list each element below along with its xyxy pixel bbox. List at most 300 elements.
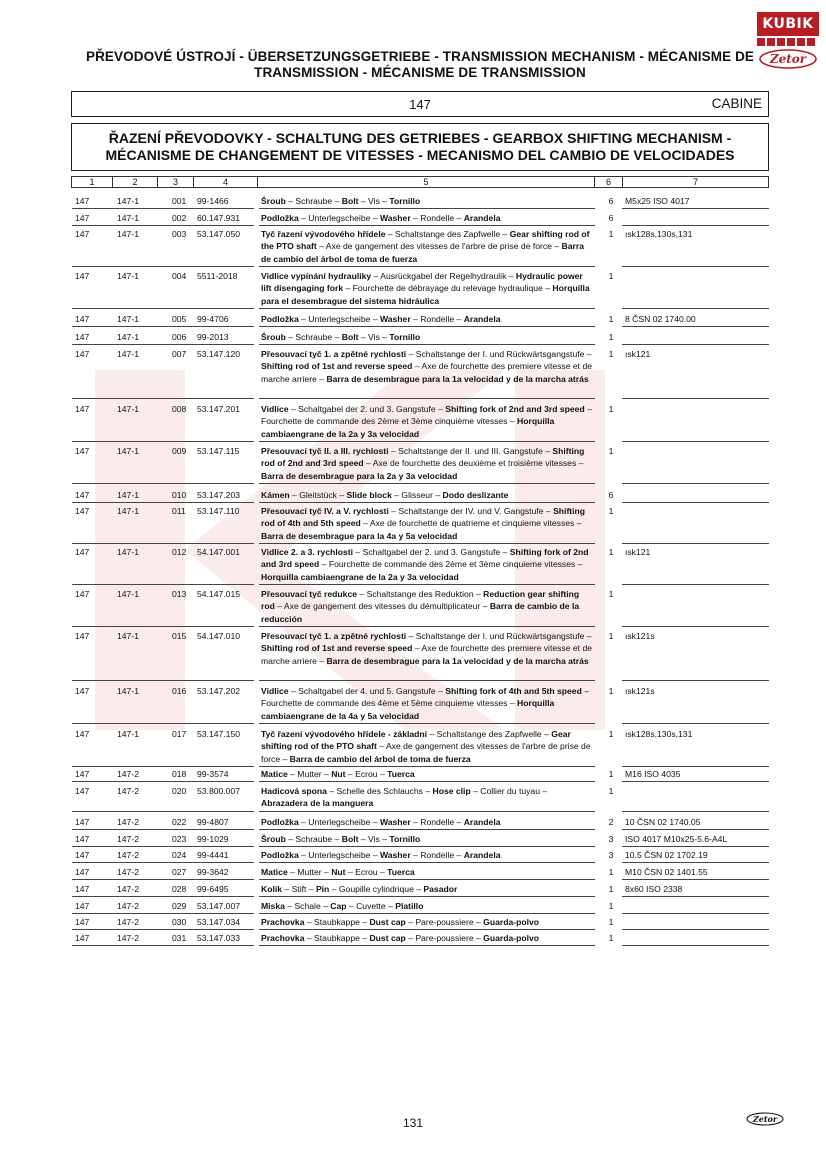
description-cell bbox=[261, 630, 593, 667]
subgroup-cell: 147-1 bbox=[117, 686, 139, 696]
description-text: – Schraube – bbox=[285, 332, 342, 342]
row-rule bbox=[259, 502, 595, 503]
row-rule bbox=[259, 208, 595, 209]
row-rule bbox=[259, 766, 595, 767]
description-bold-text: Gear shifting rod of the PTO shaft bbox=[261, 229, 590, 252]
note-cell: 8x60 ISO 2338 bbox=[625, 884, 683, 894]
row-rule bbox=[72, 929, 254, 930]
description-bold-text: Guarda-polvo bbox=[483, 917, 540, 927]
row-rule bbox=[622, 584, 769, 585]
description-bold-text: Kolík bbox=[261, 884, 283, 894]
description-text: – Unterlegscheibe – bbox=[298, 850, 380, 860]
description-text: – Fourchette de commande des 2ème et 3ème cinquième vitesses – bbox=[261, 404, 592, 427]
description-bold-text: Nut bbox=[331, 867, 346, 877]
row-rule bbox=[622, 266, 769, 267]
part-number-cell: 54.147.001 bbox=[197, 547, 241, 557]
row-rule bbox=[622, 225, 769, 226]
quantity-cell: 1 bbox=[608, 729, 614, 739]
description-text: – Schaltstange der I. und Rückwärtsgangstufe – bbox=[406, 349, 592, 359]
description-bold-text: Šroub bbox=[261, 196, 286, 206]
group-cell: 147 bbox=[75, 332, 90, 342]
row-rule bbox=[622, 680, 769, 681]
description-text: – Schelle des Schlauchs – bbox=[326, 786, 433, 796]
description-text: – Schale – bbox=[284, 901, 331, 911]
row-rule bbox=[72, 766, 254, 767]
group-cell: 147 bbox=[75, 884, 90, 894]
row-rule bbox=[622, 326, 769, 327]
row-rule bbox=[622, 846, 769, 847]
position-cell: 024 bbox=[172, 850, 187, 860]
description-bold-text: Barra de desembrague para la 2a y 3a velocidad bbox=[261, 470, 458, 481]
description-bold-text: Dust cap bbox=[369, 917, 406, 927]
row-rule bbox=[622, 502, 769, 503]
note-cell: ısk128s,130s,131 bbox=[625, 729, 693, 739]
position-cell: 020 bbox=[172, 786, 187, 796]
position-cell: 017 bbox=[172, 729, 187, 739]
part-number-cell: 99-3642 bbox=[197, 867, 229, 877]
description-cell bbox=[261, 348, 593, 385]
table-row bbox=[72, 313, 769, 327]
description-bold-text: Pasador bbox=[423, 884, 458, 894]
description-bold-text: Barra de cambio del árbol de toma de fuerza bbox=[289, 753, 471, 764]
description-bold-text: Prachovka bbox=[261, 933, 305, 943]
position-cell: 013 bbox=[172, 589, 187, 599]
description-bold-text: Reduction gear shifting rod bbox=[261, 589, 580, 612]
quantity-cell: 1 bbox=[608, 901, 614, 911]
position-cell: 001 bbox=[172, 196, 187, 206]
quantity-cell: 1 bbox=[608, 867, 614, 877]
description-cell bbox=[261, 833, 593, 845]
row-rule bbox=[72, 913, 254, 914]
description-text: – Goupille cylindrique – bbox=[329, 884, 424, 894]
part-number-cell: 53.147.110 bbox=[197, 506, 240, 516]
description-text: – Schraube – bbox=[285, 196, 342, 206]
zetor-logo-text: Zetor bbox=[769, 52, 807, 66]
description-bold-text: Guarda-polvo bbox=[483, 933, 540, 943]
subgroup-cell: 147-1 bbox=[117, 547, 139, 557]
row-rule bbox=[259, 896, 595, 897]
description-bold-text: Přesouvací tyč 1. a zpětné rychlosti bbox=[261, 631, 407, 641]
column-header-5: 5 bbox=[258, 176, 595, 188]
row-rule bbox=[72, 208, 254, 209]
row-rule bbox=[259, 879, 595, 880]
part-number-cell: 99-4706 bbox=[197, 314, 229, 324]
description-bold-text: Shifting rod of 4th and 5th speed bbox=[261, 506, 586, 529]
description-bold-text: Matice bbox=[261, 769, 288, 779]
subgroup-cell: 147-1 bbox=[117, 729, 139, 739]
row-rule bbox=[259, 584, 595, 585]
description-cell bbox=[261, 816, 593, 828]
description-text: – Rondelle – bbox=[410, 817, 464, 827]
description-cell bbox=[261, 403, 593, 440]
description-text: – Staubkappe – bbox=[304, 933, 370, 943]
description-cell bbox=[261, 331, 593, 343]
description-text: – Mutter – bbox=[287, 867, 332, 877]
description-bold-text: Washer bbox=[379, 850, 411, 860]
group-cell: 147 bbox=[75, 834, 90, 844]
quantity-cell: 1 bbox=[608, 404, 614, 414]
group-cell: 147 bbox=[75, 547, 90, 557]
quantity-cell: 6 bbox=[608, 196, 614, 206]
description-bold-text: Šroub bbox=[261, 332, 286, 342]
table-row bbox=[72, 212, 769, 226]
row-rule bbox=[72, 945, 254, 946]
group-cell: 147 bbox=[75, 490, 90, 500]
description-text: – Schaltstange der I. und Rückwärtsgangstufe – bbox=[406, 631, 592, 641]
description-text: – Schaltstange der II. und III. Gangstufe – bbox=[388, 446, 553, 456]
row-rule bbox=[72, 225, 254, 226]
part-number-cell: 5511-2018 bbox=[197, 271, 238, 281]
group-cell: 147 bbox=[75, 917, 90, 927]
part-number-cell: 99-2013 bbox=[197, 332, 229, 342]
section-number: 147 bbox=[409, 97, 431, 112]
section-header bbox=[71, 91, 769, 117]
description-bold-text: Tornillo bbox=[389, 834, 421, 844]
subgroup-cell: 147-2 bbox=[117, 817, 139, 827]
subgroup-cell: 147-2 bbox=[117, 769, 139, 779]
table-row bbox=[72, 816, 769, 830]
row-rule bbox=[72, 846, 254, 847]
subgroup-cell: 147-1 bbox=[117, 271, 139, 281]
row-rule bbox=[259, 680, 595, 681]
subgroup-cell: 147-2 bbox=[117, 786, 139, 796]
description-bold-text: Shifting fork of 4th and 5th speed bbox=[445, 686, 582, 696]
description-text: – Staubkappe – bbox=[304, 917, 370, 927]
note-cell: ISO 4017 M10x25-5.6-A4L bbox=[625, 834, 728, 844]
table-row bbox=[72, 403, 769, 442]
group-cell: 147 bbox=[75, 729, 90, 739]
table-row bbox=[72, 685, 769, 724]
row-rule bbox=[72, 543, 254, 544]
description-bold-text: Barra de cambio de la reducción bbox=[261, 601, 580, 624]
position-cell: 007 bbox=[172, 349, 187, 359]
table-row bbox=[72, 331, 769, 345]
description-text: – Schaltgabel der 4. und 5. Gangstufe – bbox=[288, 686, 446, 696]
part-number-cell: 53.147.033 bbox=[197, 933, 241, 943]
table-row bbox=[72, 445, 769, 484]
subgroup-cell: 147-1 bbox=[117, 446, 139, 456]
description-bold-text: Shifting fork of 2nd and 3rd speed bbox=[261, 547, 589, 570]
description-text: – Fourchette de commande des 4ème et 5ème cinquieme vitesses – bbox=[261, 686, 590, 709]
description-bold-text: Horquilla cambiaengrane de la 2a y 3a velocidad bbox=[261, 416, 555, 439]
row-rule bbox=[259, 829, 595, 830]
table-row bbox=[72, 833, 769, 847]
position-cell: 012 bbox=[172, 547, 187, 557]
description-bold-text: Barra de desembrague para la 4a y 5a velocidad bbox=[261, 530, 458, 541]
subgroup-cell: 147-2 bbox=[117, 917, 139, 927]
position-cell: 031 bbox=[172, 933, 187, 943]
row-rule bbox=[259, 441, 595, 442]
row-rule bbox=[622, 913, 769, 914]
row-rule bbox=[72, 879, 254, 880]
note-cell: 8 ČSN 02 1740.00 bbox=[625, 314, 696, 324]
column-header-6: 6 bbox=[595, 176, 623, 188]
quantity-cell: 1 bbox=[608, 884, 614, 894]
description-cell bbox=[261, 768, 593, 780]
row-rule bbox=[72, 862, 254, 863]
description-bold-text: Slide block bbox=[346, 490, 392, 500]
description-text: – Mutter – bbox=[287, 769, 332, 779]
description-cell bbox=[261, 212, 593, 224]
description-bold-text: Shifting rod of 1st and reverse speed bbox=[261, 361, 413, 372]
description-cell bbox=[261, 728, 593, 765]
description-bold-text: Barra de desembrague para la 1a velocidad y de la marcha atrás bbox=[326, 373, 589, 384]
subgroup-cell: 147-1 bbox=[117, 490, 139, 500]
row-rule bbox=[622, 543, 769, 544]
description-bold-text: Platillo bbox=[395, 901, 424, 911]
row-rule bbox=[72, 344, 254, 345]
description-text: – Schaltstange des Zapfwelle – bbox=[427, 729, 552, 739]
description-bold-text: Horquilla para el desembrague del sistema hidráulica bbox=[261, 283, 590, 306]
row-rule bbox=[622, 208, 769, 209]
description-bold-text: Washer bbox=[379, 817, 411, 827]
row-rule bbox=[622, 862, 769, 863]
row-rule bbox=[259, 626, 595, 627]
subgroup-cell: 147-1 bbox=[117, 349, 139, 359]
section-name: CABINE bbox=[711, 96, 762, 111]
description-text: – Vis – bbox=[358, 332, 390, 342]
subgroup-cell: 147-2 bbox=[117, 850, 139, 860]
part-number-cell: 53.147.150 bbox=[197, 729, 241, 739]
description-bold-text: Tornillo bbox=[389, 332, 421, 342]
zetor-footer-logo-text: Zetor bbox=[752, 1114, 778, 1124]
description-text: – Axe de fourchette des premiere vitesse et de marche arriere – bbox=[261, 643, 593, 666]
description-text: – Axe de gangement des vitesses de l'arbre de prise de force – bbox=[316, 241, 562, 252]
part-number-cell: 53.147.034 bbox=[197, 917, 241, 927]
note-cell: ısk121s bbox=[625, 686, 655, 696]
row-rule bbox=[259, 811, 595, 812]
row-rule bbox=[72, 441, 254, 442]
group-cell: 147 bbox=[75, 850, 90, 860]
note-cell: ısk121 bbox=[625, 349, 651, 359]
row-rule bbox=[622, 626, 769, 627]
row-rule bbox=[259, 225, 595, 226]
subgroup-cell: 147-1 bbox=[117, 631, 139, 641]
row-rule bbox=[259, 344, 595, 345]
quantity-cell: 1 bbox=[608, 769, 614, 779]
part-number-cell: 53.800.007 bbox=[197, 786, 241, 796]
description-text: – Unterlegscheibe – bbox=[298, 314, 380, 324]
description-bold-text: Tuerca bbox=[387, 867, 415, 877]
row-rule bbox=[72, 584, 254, 585]
part-number-cell: 53.147.203 bbox=[197, 490, 241, 500]
description-bold-text: Podložka bbox=[261, 817, 299, 827]
row-rule bbox=[72, 896, 254, 897]
row-rule bbox=[259, 398, 595, 399]
description-cell bbox=[261, 900, 593, 912]
description-bold-text: Horquilla cambiaengrane de la 4a y 5a velocidad bbox=[261, 698, 555, 721]
row-rule bbox=[72, 811, 254, 812]
row-rule bbox=[259, 846, 595, 847]
description-text: – Ecrou – bbox=[345, 867, 388, 877]
subgroup-cell: 147-2 bbox=[117, 933, 139, 943]
group-header bbox=[71, 123, 769, 171]
part-number-cell: 53.147.201 bbox=[197, 404, 241, 414]
description-text: – Schaltgabel der 2. und 3. Gangstufe – bbox=[288, 404, 446, 414]
description-text: – Rondelle – bbox=[410, 213, 464, 223]
row-rule bbox=[259, 945, 595, 946]
position-cell: 009 bbox=[172, 446, 187, 456]
description-bold-text: Matice bbox=[261, 867, 288, 877]
description-bold-text: Horquilla cambiaengrane de la 2a y 3a velocidad bbox=[261, 571, 459, 582]
position-cell: 010 bbox=[172, 490, 187, 500]
table-row bbox=[72, 785, 769, 812]
group-cell: 147 bbox=[75, 404, 90, 414]
quantity-cell: 3 bbox=[608, 850, 614, 860]
description-cell bbox=[261, 228, 593, 265]
group-cell: 147 bbox=[75, 196, 90, 206]
row-rule bbox=[72, 326, 254, 327]
description-text: – Ausrückgabel der Regelhydraulik – bbox=[371, 271, 516, 281]
description-bold-text: Washer bbox=[379, 314, 411, 324]
description-text: – Unterlegscheibe – bbox=[298, 213, 380, 223]
subgroup-cell: 147-2 bbox=[117, 834, 139, 844]
table-row bbox=[72, 588, 769, 627]
quantity-cell: 1 bbox=[608, 631, 614, 641]
subgroup-cell: 147-1 bbox=[117, 404, 139, 414]
description-bold-text: Vidlice bbox=[261, 404, 289, 414]
description-bold-text: Arandela bbox=[463, 314, 501, 324]
kubik-logo-bars bbox=[757, 38, 817, 46]
column-header-2: 2 bbox=[113, 176, 158, 188]
description-text: – Glisseur – bbox=[391, 490, 443, 500]
description-text: – Fourchette de commande des 2ème et 3ème cinquieme vitesses – bbox=[319, 559, 583, 570]
description-text: – Schaltstange des Zapfwelle – bbox=[385, 229, 510, 239]
table-row bbox=[72, 630, 769, 681]
column-header-7: 7 bbox=[623, 176, 769, 188]
table-row bbox=[72, 228, 769, 267]
group-cell: 147 bbox=[75, 589, 90, 599]
group-cell: 147 bbox=[75, 314, 90, 324]
table-row bbox=[72, 932, 769, 946]
description-bold-text: Washer bbox=[379, 213, 411, 223]
quantity-cell: 1 bbox=[608, 547, 614, 557]
description-bold-text: Pin bbox=[315, 884, 330, 894]
description-cell bbox=[261, 849, 593, 861]
description-bold-text: Vidlice vypínání hydrauliky bbox=[261, 271, 372, 281]
note-cell: ısk128s,130s,131 bbox=[625, 229, 693, 239]
description-bold-text: Přesouvací tyč 1. a zpětné rychlosti bbox=[261, 349, 407, 359]
subgroup-cell: 147-2 bbox=[117, 884, 139, 894]
table-row bbox=[72, 270, 769, 309]
subgroup-cell: 147-1 bbox=[117, 314, 139, 324]
description-bold-text: Vidlice 2. a 3. rychlosti bbox=[261, 547, 354, 557]
table-row bbox=[72, 900, 769, 914]
row-rule bbox=[259, 308, 595, 309]
description-bold-text: Podložka bbox=[261, 314, 299, 324]
part-number-cell: 54.147.015 bbox=[197, 589, 241, 599]
quantity-cell: 1 bbox=[608, 686, 614, 696]
quantity-cell: 3 bbox=[608, 834, 614, 844]
description-bold-text: Arandela bbox=[463, 213, 501, 223]
row-rule bbox=[259, 723, 595, 724]
description-bold-text: Podložka bbox=[261, 213, 299, 223]
description-cell bbox=[261, 588, 593, 625]
subgroup-cell: 147-1 bbox=[117, 213, 139, 223]
quantity-cell: 6 bbox=[608, 213, 614, 223]
table-row bbox=[72, 849, 769, 863]
row-rule bbox=[72, 502, 254, 503]
part-number-cell: 99-4441 bbox=[197, 850, 229, 860]
description-bold-text: Prachovka bbox=[261, 917, 305, 927]
row-rule bbox=[72, 626, 254, 627]
description-bold-text: Vidlice bbox=[261, 686, 289, 696]
position-cell: 022 bbox=[172, 817, 187, 827]
row-rule bbox=[72, 308, 254, 309]
description-bold-text: Barra de cambio del árbol de toma de fuerza bbox=[261, 241, 584, 264]
row-rule bbox=[72, 398, 254, 399]
description-text: – Vis – bbox=[358, 834, 390, 844]
row-rule bbox=[622, 945, 769, 946]
row-rule bbox=[259, 326, 595, 327]
quantity-cell: 1 bbox=[608, 933, 614, 943]
row-rule bbox=[72, 781, 254, 782]
description-bold-text: Dust cap bbox=[369, 933, 406, 943]
description-bold-text: Tyč řazení vývodového hřídele - základní bbox=[261, 729, 428, 739]
row-rule bbox=[622, 308, 769, 309]
row-rule bbox=[259, 266, 595, 267]
note-cell: ısk121s bbox=[625, 631, 655, 641]
quantity-cell: 6 bbox=[608, 490, 614, 500]
row-rule bbox=[72, 829, 254, 830]
subgroup-cell: 147-2 bbox=[117, 867, 139, 877]
quantity-cell: 2 bbox=[608, 817, 614, 827]
group-cell: 147 bbox=[75, 933, 90, 943]
description-cell bbox=[261, 546, 593, 583]
quantity-cell: 1 bbox=[608, 506, 614, 516]
group-cell: 147 bbox=[75, 786, 90, 796]
group-cell: 147 bbox=[75, 686, 90, 696]
row-rule bbox=[72, 723, 254, 724]
position-cell: 011 bbox=[172, 506, 186, 516]
description-bold-text: Tyč řazení vývodového hřídele bbox=[261, 229, 386, 239]
subgroup-cell: 147-2 bbox=[117, 901, 139, 911]
description-bold-text: Hose clip bbox=[432, 786, 471, 796]
page-number: 131 bbox=[402, 1116, 424, 1130]
group-cell: 147 bbox=[75, 446, 90, 456]
description-cell bbox=[261, 195, 593, 207]
position-cell: 016 bbox=[172, 686, 187, 696]
group-cell: 147 bbox=[75, 901, 90, 911]
description-bold-text: Hydraulic power lift disengaging fork bbox=[261, 271, 583, 294]
row-rule bbox=[622, 896, 769, 897]
description-bold-text: Bolt bbox=[341, 834, 359, 844]
table-row bbox=[72, 883, 769, 897]
description-text: – Gleitstück – bbox=[289, 490, 347, 500]
row-rule bbox=[622, 781, 769, 782]
row-rule bbox=[622, 483, 769, 484]
part-number-cell: 60.147.931 bbox=[197, 213, 241, 223]
position-cell: 029 bbox=[172, 901, 187, 911]
description-bold-text: Přesouvací tyč II. a III. rychlosti bbox=[261, 446, 389, 456]
note-cell: 10.5 ČSN 02 1702.19 bbox=[625, 850, 708, 860]
description-bold-text: Tuerca bbox=[387, 769, 415, 779]
row-rule bbox=[622, 398, 769, 399]
description-bold-text: Bolt bbox=[341, 196, 359, 206]
note-cell: M10 ČSN 02 1401.55 bbox=[625, 867, 708, 877]
part-number-cell: 53.147.202 bbox=[197, 686, 241, 696]
row-rule bbox=[259, 781, 595, 782]
description-text: – Axe de gangement des vitesses de l'arbre de prise de force – bbox=[261, 741, 591, 764]
position-cell: 027 bbox=[172, 867, 187, 877]
description-text: – Axe de fourchette de quatrieme et cinquieme vitesses – bbox=[360, 518, 582, 529]
row-rule bbox=[259, 483, 595, 484]
subgroup-cell: 147-1 bbox=[117, 332, 139, 342]
description-cell bbox=[261, 916, 593, 928]
description-text: – Collier du tuyau – bbox=[470, 786, 548, 796]
description-cell bbox=[261, 505, 593, 542]
description-text: – Axe de fourchette des deuxième et troisième vitesses – bbox=[363, 458, 584, 469]
